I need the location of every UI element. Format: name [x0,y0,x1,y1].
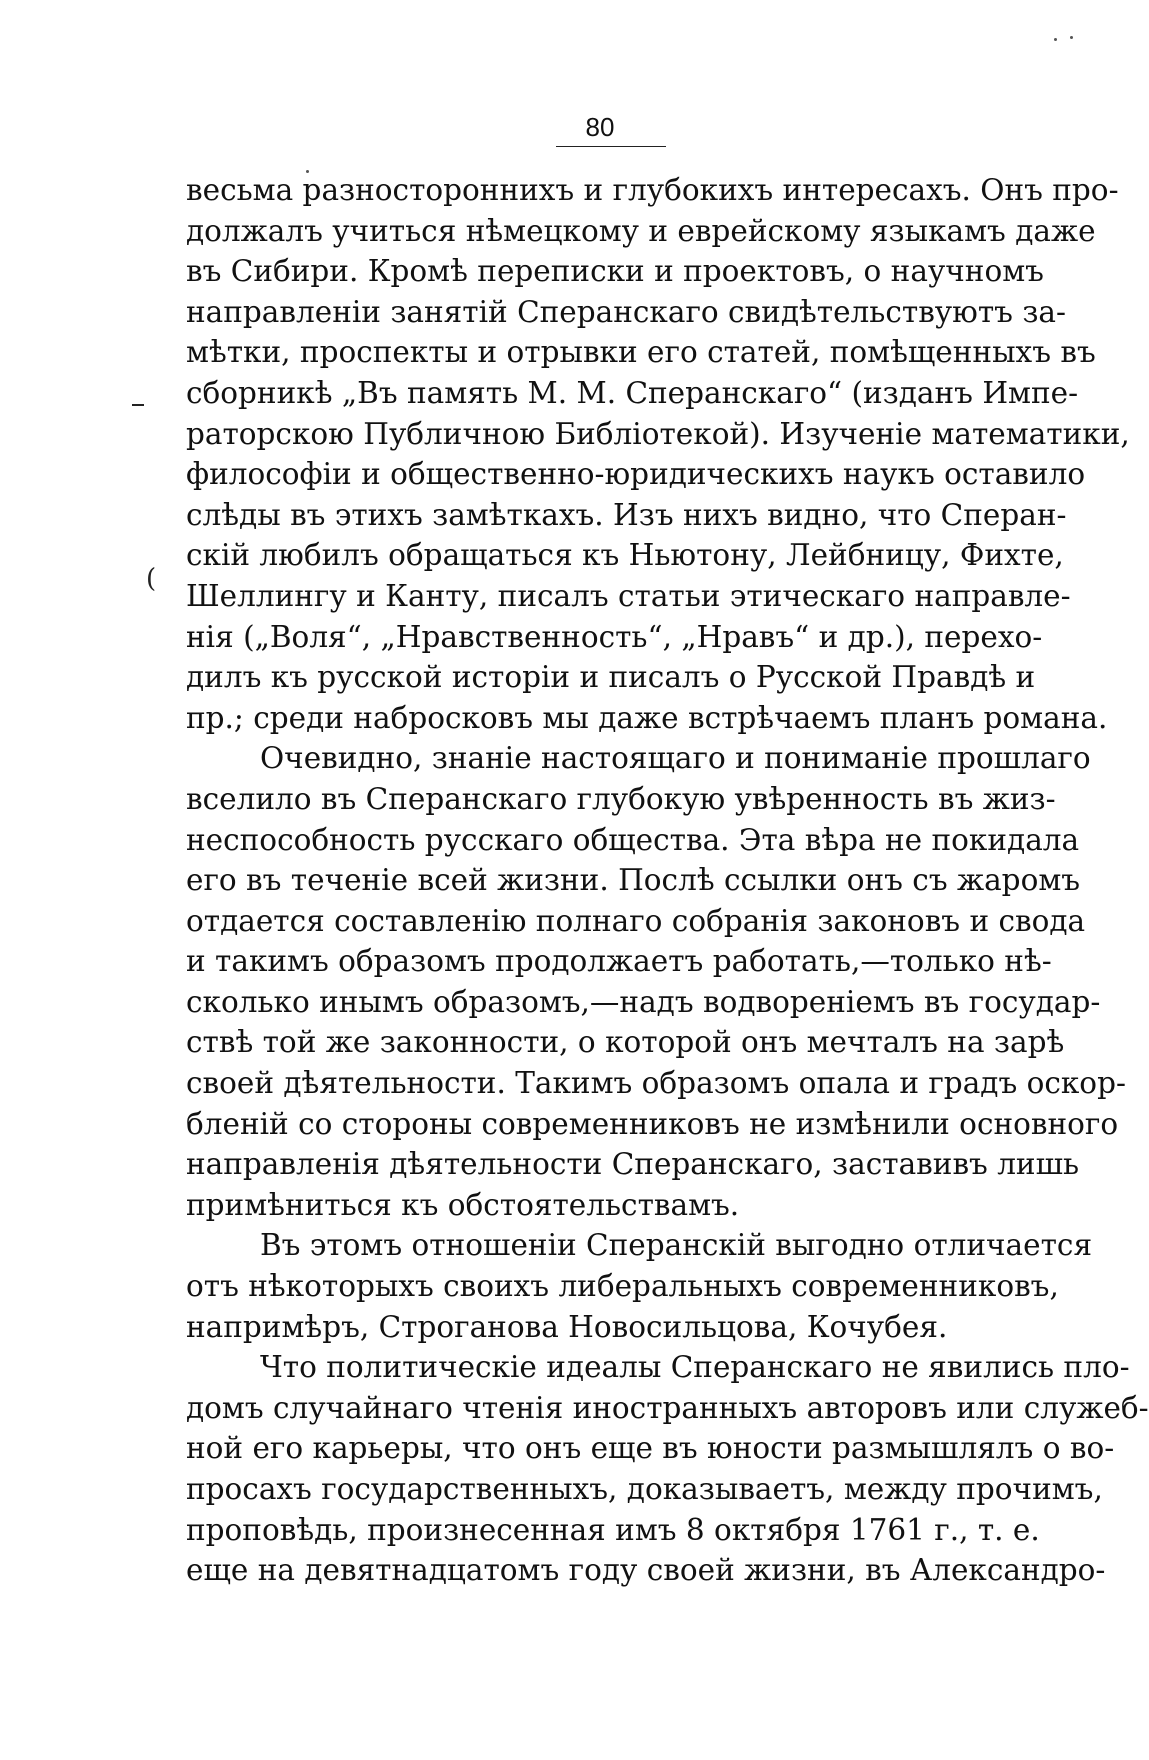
text-line: ной его карьеры, что онъ еще въ юности размышлялъ о во- [186,1431,1115,1466]
margin-bracket-mark: ( [146,564,157,594]
text-line: раторскою Публичною Библіотекой). Изученіе математики, [186,416,1130,451]
text-line: направленія дѣятельности Сперанскаго, заставивъ лишь [186,1147,1080,1182]
text-line: его въ теченіе всей жизни. Послѣ ссылки онъ съ жаромъ [186,863,1081,898]
text-line: напримѣръ, Строганова Новосильцова, Кочубея. [186,1309,948,1344]
text-line: и такимъ образомъ продолжаетъ работать,—только нѣ- [186,944,1052,979]
scan-speck [1054,38,1057,41]
paragraph [186,1225,1093,1347]
text-line: ствѣ той же законности, о которой онъ мечталъ на зарѣ [186,1025,1065,1060]
body-text [186,170,1149,1591]
text-line: мѣтки, проспекты и отрывки его статей, помѣщенныхъ въ [186,335,1096,370]
text-line: направленіи занятій Сперанскаго свидѣтельствуютъ за- [186,294,1066,329]
scan-speck [1070,36,1073,39]
paragraph [186,1347,1149,1591]
margin-dash-mark [132,404,144,406]
text-line: примѣниться къ обстоятельствамъ. [186,1187,740,1222]
text-line: домъ случайнаго чтенія иностранныхъ авторовъ или служеб- [186,1390,1149,1425]
text-line: Въ этомъ отношеніи Сперанскій выгодно отличается [260,1228,1093,1263]
text-line: философіи и общественно-юридическихъ наукъ оставило [186,457,1086,492]
text-line: сколько инымъ образомъ,—надъ водвореніемъ въ государ- [186,984,1101,1019]
text-line: слѣды въ этихъ замѣткахъ. Изъ нихъ видно, что Сперан- [186,497,1067,532]
text-line: пр.; среди набросковъ мы даже встрѣчаемъ планъ романа. [186,700,1108,735]
text-line: Шеллингу и Канту, писалъ статьи этическаго направле- [186,578,1071,613]
text-line: Очевидно, знаніе настоящаго и пониманіе прошлаго [260,741,1091,776]
text-line: просахъ государственныхъ, доказываетъ, между прочимъ, [186,1472,1103,1506]
text-line: вселило въ Сперанскаго глубокую увѣренность въ жиз- [186,781,1056,816]
text-line: бленій со стороны современниковъ не измѣнили основного [186,1106,1119,1141]
page-number: 80 [585,112,615,142]
text-line: скій любилъ обращаться къ Ньютону, Лейбницу, Фихте, [186,538,1064,573]
text-line: неспособность русскаго общества. Эта вѣра не покидала [186,822,1080,857]
text-line: сборникѣ „Въ память М. М. Сперанскаго“ (изданъ Импе- [186,375,1079,410]
text-line: проповѣдь, произнесенная имъ 8 октября 1761 г., т. е. [186,1512,1040,1547]
text-line: отдается составленію полнаго собранія законовъ и свода [186,903,1086,938]
text-line: еще на девятнадцатомъ году своей жизни, въ Александро- [186,1553,1106,1588]
text-line: дилъ къ русской исторіи и писалъ о Русской Правдѣ и [186,660,1036,695]
text-line: нія („Воля“, „Нравственность“, „Нравъ“ и др.), перехо- [186,619,1043,654]
page-number-rule [556,146,666,147]
text-line: Что политическіе идеалы Сперанскаго не явились пло- [260,1350,1130,1385]
paragraph [186,738,1126,1225]
text-line: своей дѣятельности. Такимъ образомъ опала и градъ оскор- [186,1066,1126,1101]
text-line: должалъ учиться нѣмецкому и еврейскому языкамъ даже [186,213,1096,248]
text-line: отъ нѣкоторыхъ своихъ либеральныхъ современниковъ, [186,1269,1059,1304]
text-line: весьма разностороннихъ и глубокихъ интересахъ. Онъ про- [186,173,1119,207]
text-line: въ Сибири. Кромѣ переписки и проектовъ, о научномъ [186,254,1044,289]
paragraph [186,170,1130,738]
